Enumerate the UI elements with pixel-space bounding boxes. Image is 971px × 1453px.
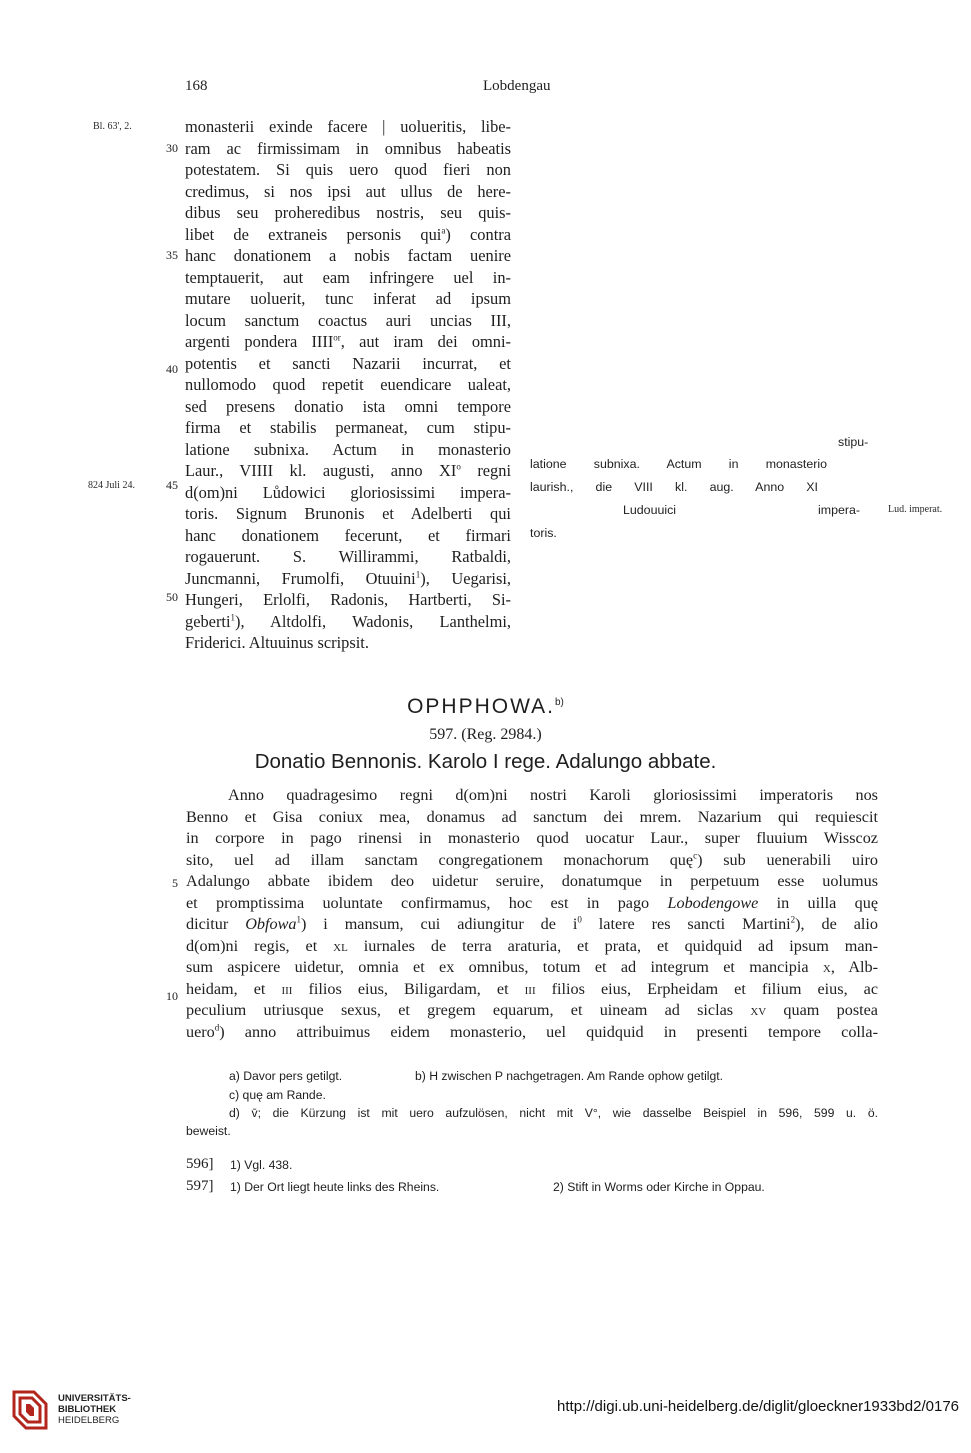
footnote-ref-label: 597] bbox=[186, 1178, 214, 1194]
text-line: Anno quadragesimo regni d(om)ni nostri Karoli gloriosissimi imperatoris nos bbox=[228, 786, 878, 804]
line-number: 40 bbox=[166, 362, 178, 376]
text-line: libet de extraneis personis qui$^a$) contra bbox=[185, 224, 511, 244]
text-line: mutare uoluerit, tunc inferat ad ipsum bbox=[185, 289, 511, 308]
text-line: argenti pondera $IIII^{or}$, aut iram dei omni- bbox=[185, 332, 511, 351]
text-line: Hungeri, Erlolfi, Radonis, Hartberti, Si- bbox=[185, 590, 511, 609]
text-line: firma et stabilis permaneat, cum stipu- bbox=[185, 418, 511, 437]
text-line: hanc donationem fecerunt, et firmari bbox=[185, 525, 511, 545]
running-title: Lobdengau bbox=[483, 78, 551, 94]
footnote-596: 1) Vgl. 438. bbox=[230, 1158, 293, 1172]
text-line: monasterii exinde facere | uolueritis, libe- bbox=[185, 117, 511, 136]
text-line: Adalungo abbate ibidem deo uidetur seruire, donatumque in perpetuum esse uolumus bbox=[186, 872, 878, 890]
document-title: Donatio Bennonis. Karolo I rege. Adalungo abbate. bbox=[254, 750, 717, 773]
line-number: 35 bbox=[166, 248, 178, 262]
text-line: latione subnixa. Actum in monasterio bbox=[185, 439, 511, 459]
footnote-a: a) Davor pers getilgt. bbox=[229, 1069, 343, 1083]
text-line: geberti$^1$), Altdolfi, Wadonis, Lanthelmi, bbox=[185, 611, 511, 631]
margin-note-lud: Lud. imperat. bbox=[888, 504, 943, 515]
text-line: hanc donationem a nobis factam uenire bbox=[185, 246, 511, 265]
text-line: nullomodo quod repetit euendicare ualeat, bbox=[185, 375, 511, 394]
text-line: dicitur Obfowa$^1$) i mansum, cui adiungitur de $i^0$ latere res sancti Martini$^2$), de alio bbox=[186, 914, 878, 933]
text-line: rogauerunt. S. Willirammi, Ratbaldi, bbox=[185, 547, 511, 566]
university-library-logo-icon bbox=[8, 1388, 52, 1432]
right-text: stipu- bbox=[838, 435, 869, 449]
line-number: 45 bbox=[166, 478, 178, 492]
regest-number: 597. (Reg. 2984.) bbox=[429, 726, 542, 743]
right-text: toris. bbox=[530, 526, 557, 540]
text-line: credimus, si nos ipsi aut ullus de here- bbox=[185, 181, 511, 201]
text-line: potestatem. Si quis uero quod fieri non bbox=[185, 160, 511, 179]
text-line: et promptissima uoluntate confirmamus, hoc est in pago Lobodengowe in uilla quę bbox=[186, 893, 879, 912]
source-url[interactable]: http://digi.ub.uni-heidelberg.de/diglit/gloeckner1933bd2/0176 bbox=[557, 1398, 959, 1415]
text-line: sito, uel ad illam sanctam congregationem monachorum quę$^c$) sub uenerabili uiro bbox=[186, 850, 879, 869]
text-line: locum sanctum coactus auri uncias III, bbox=[185, 310, 511, 330]
margin-note-date: 824 Juli 24. bbox=[88, 480, 135, 491]
text-line: Juncmanni, Frumolfi, Otuuini$^1$), Uegarisi, bbox=[185, 568, 511, 588]
footnote-d-cont: beweist. bbox=[186, 1124, 231, 1138]
text-line: dibus seu proheredibus nostris, seu quis- bbox=[185, 203, 511, 222]
text-line: temptauerit, aut eam infringere uel in- bbox=[185, 267, 511, 287]
text-line: Laur., VIIII kl. augusti, anno $XI^o$ regni bbox=[185, 461, 511, 480]
text-line: in corpore in pago rinensi in monasterio quod uocatur Laur., super fluuium Wisscoz bbox=[186, 829, 878, 847]
footnote-ref-label: 596] bbox=[186, 1156, 214, 1172]
text-line: sum aspicere uidetur, omnia et ex omnibus, totum et ad integrum et mancipia x, Alb- bbox=[186, 958, 878, 976]
right-text: latione subnixa. Actum in monasterio bbox=[530, 457, 827, 471]
line-number: 50 bbox=[166, 590, 178, 604]
text-line: d(om)ni regis, et xl iurnales de terra araturia, et prata, et quidquid ad ipsum man- bbox=[186, 936, 878, 955]
footnote-b: b) H zwischen P nachgetragen. Am Rande ophow getilgt. bbox=[415, 1069, 724, 1083]
footnote-d: d) v̄; die Kürzung ist mit uero aufzulösen, nicht mit V°, wie dasselbe Beispiel in 596, 599 u. ö. bbox=[229, 1106, 878, 1120]
text-line: Friderici. Altuuinus scripsit. bbox=[185, 633, 369, 652]
text-line: sed presens donatio ista omni tempore bbox=[185, 396, 511, 416]
text-line: heidam, et iii filios eius, Biligardam, et iii filios eius, Erpheidam et filium eius, ac bbox=[186, 979, 879, 998]
margin-note-folio: Bl. 63', 2. bbox=[93, 121, 132, 132]
page-number: 168 bbox=[185, 78, 208, 94]
text-line: ram ac firmissimam in omnibus habeatis bbox=[185, 138, 511, 158]
library-name: UNIVERSITÄTS- BIBLIOTHEK HEIDELBERG bbox=[58, 1393, 131, 1426]
section-heading: OPHPHOWA.$^{b)}$ bbox=[407, 695, 564, 718]
text-line: toris. Signum Brunonis et Adelberti qui bbox=[185, 504, 511, 523]
line-number: 5 bbox=[172, 876, 178, 890]
text-line: uero$^d$) anno attribuimus eidem monasterio, uel quidquid in presenti tempore colla- bbox=[186, 1022, 878, 1041]
line-number: 30 bbox=[166, 141, 178, 155]
right-text: laurish., die VIII kl. aug. Anno XI bbox=[530, 480, 818, 494]
right-text: impera- bbox=[818, 503, 860, 517]
footnote-c: c) quę am Rande. bbox=[229, 1088, 326, 1102]
right-text: Ludouuici bbox=[623, 503, 677, 517]
footnote-597-1: 1) Der Ort liegt heute links des Rheins. bbox=[230, 1180, 440, 1194]
footnote-597-2: 2) Stift in Worms oder Kirche in Oppau. bbox=[553, 1180, 765, 1194]
text-line: Benno et Gisa coniux mea, donamus ad sanctum dei mrem. Nazarium qui requiescit bbox=[186, 807, 878, 826]
text-line: peculium utriusque sexus, et gregem equarum, et uineam ad siclas xv quam postea bbox=[186, 1001, 878, 1019]
text-line: d(om)ni Lůdowici gloriosissimi impera- bbox=[185, 482, 511, 502]
line-number: 10 bbox=[166, 989, 178, 1003]
text-line: potentis et sancti Nazarii incurrat, et bbox=[185, 353, 511, 373]
